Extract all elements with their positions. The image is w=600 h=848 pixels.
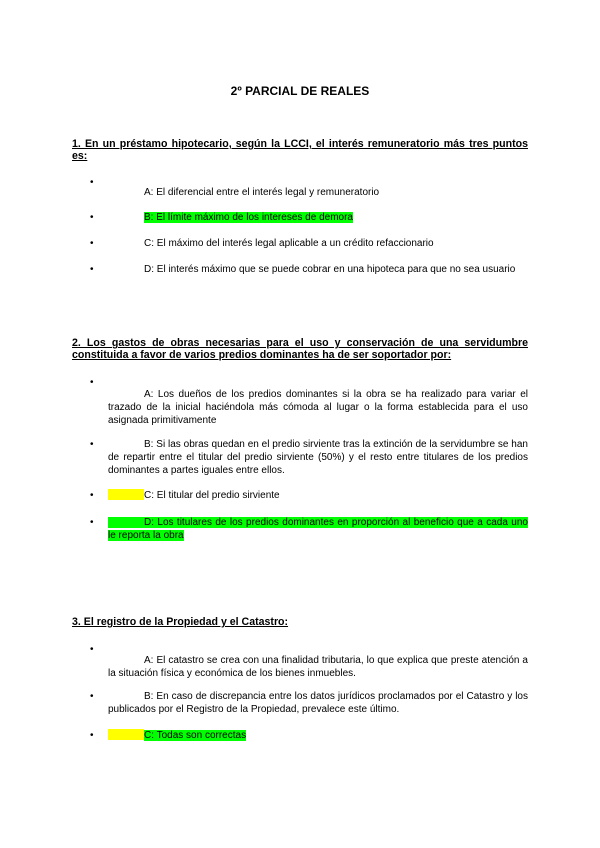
q2-option-b	[90, 438, 528, 477]
q1-option-c-text: C: El máximo del interés legal aplicable a un crédito refaccionario	[144, 238, 434, 249]
bullet-icon: •	[90, 517, 94, 528]
q1-option-d-text: D: El interés máximo que se puede cobrar en una hipoteca para que no sea usuario	[144, 264, 516, 275]
bullet-icon: •	[90, 691, 94, 702]
question-3: 3. El registro de la Propiedad y el Catastro:	[72, 616, 289, 628]
q1-option-b	[90, 211, 528, 224]
q1-option-c	[90, 237, 528, 250]
q2-option-c-text: C: El titular del predio sirviente	[144, 490, 280, 501]
bullet-icon: •	[90, 439, 94, 450]
question-2: 2. Los gastos de obras necesarias para el uso y conservación de una servidumbre constituida a favor de varios predios dominantes ha de ser soportador por:	[72, 337, 528, 361]
bullet-icon: •	[90, 238, 94, 249]
highlight-marker	[108, 729, 144, 740]
q3-option-a	[90, 654, 528, 680]
page-title: 2º PARCIAL DE REALES	[230, 84, 370, 98]
q2-option-b-text: B: Si las obras quedan en el predio sirviente tras la extinción de la servidumbre se han de repartir entre el titular del predio sirviente (50%) y el resto entre titulares de los predios dominantes a partes iguales entre ellos.	[108, 439, 528, 476]
bullet-icon: •	[90, 177, 94, 188]
q3-option-c-text: C: Todas son correctas	[144, 730, 247, 741]
bullet-icon: •	[90, 264, 94, 275]
q2-option-a-text: A: Los dueños de los predios dominantes si la obra se ha realizado para variar el trazado de la inicial haciéndola más cómoda al lugar o la forma establecida para el uso asignada primitivamente	[108, 389, 528, 426]
q2-option-a	[90, 388, 528, 427]
q2-option-d	[90, 516, 528, 542]
q3-option-c	[90, 729, 528, 742]
q1-option-a-text: A: El diferencial entre el interés legal y remuneratorio	[144, 187, 380, 198]
bullet-icon: •	[90, 490, 94, 501]
q2-option-d-text: D: Los titulares de los predios dominantes en proporción al beneficio que a cada uno le reporta la obra	[108, 517, 528, 541]
q1-option-a	[90, 186, 528, 199]
bullet-icon: •	[90, 730, 94, 741]
q3-option-b-text: B: En caso de discrepancia entre los datos jurídicos proclamados por el Catastro y los publicados por el Registro de la Propiedad, prevalece este último.	[108, 691, 528, 715]
bullet-icon: •	[90, 212, 94, 223]
q1-option-d	[90, 263, 528, 276]
q1-option-b-text: B: El límite máximo de los intereses de demora	[144, 212, 353, 223]
q2-option-c	[90, 489, 528, 502]
q3-option-b	[90, 690, 528, 716]
highlight-marker	[108, 489, 144, 500]
bullet-icon: •	[90, 644, 94, 655]
bullet-icon: •	[90, 377, 94, 388]
question-1: 1. En un préstamo hipotecario, según la LCCI, el interés remuneratorio más tres puntos es:	[72, 138, 528, 162]
q3-option-a-text: A: El catastro se crea con una finalidad tributaria, lo que explica que preste atención a la situación física y económica de los bienes inmuebles.	[108, 655, 528, 679]
